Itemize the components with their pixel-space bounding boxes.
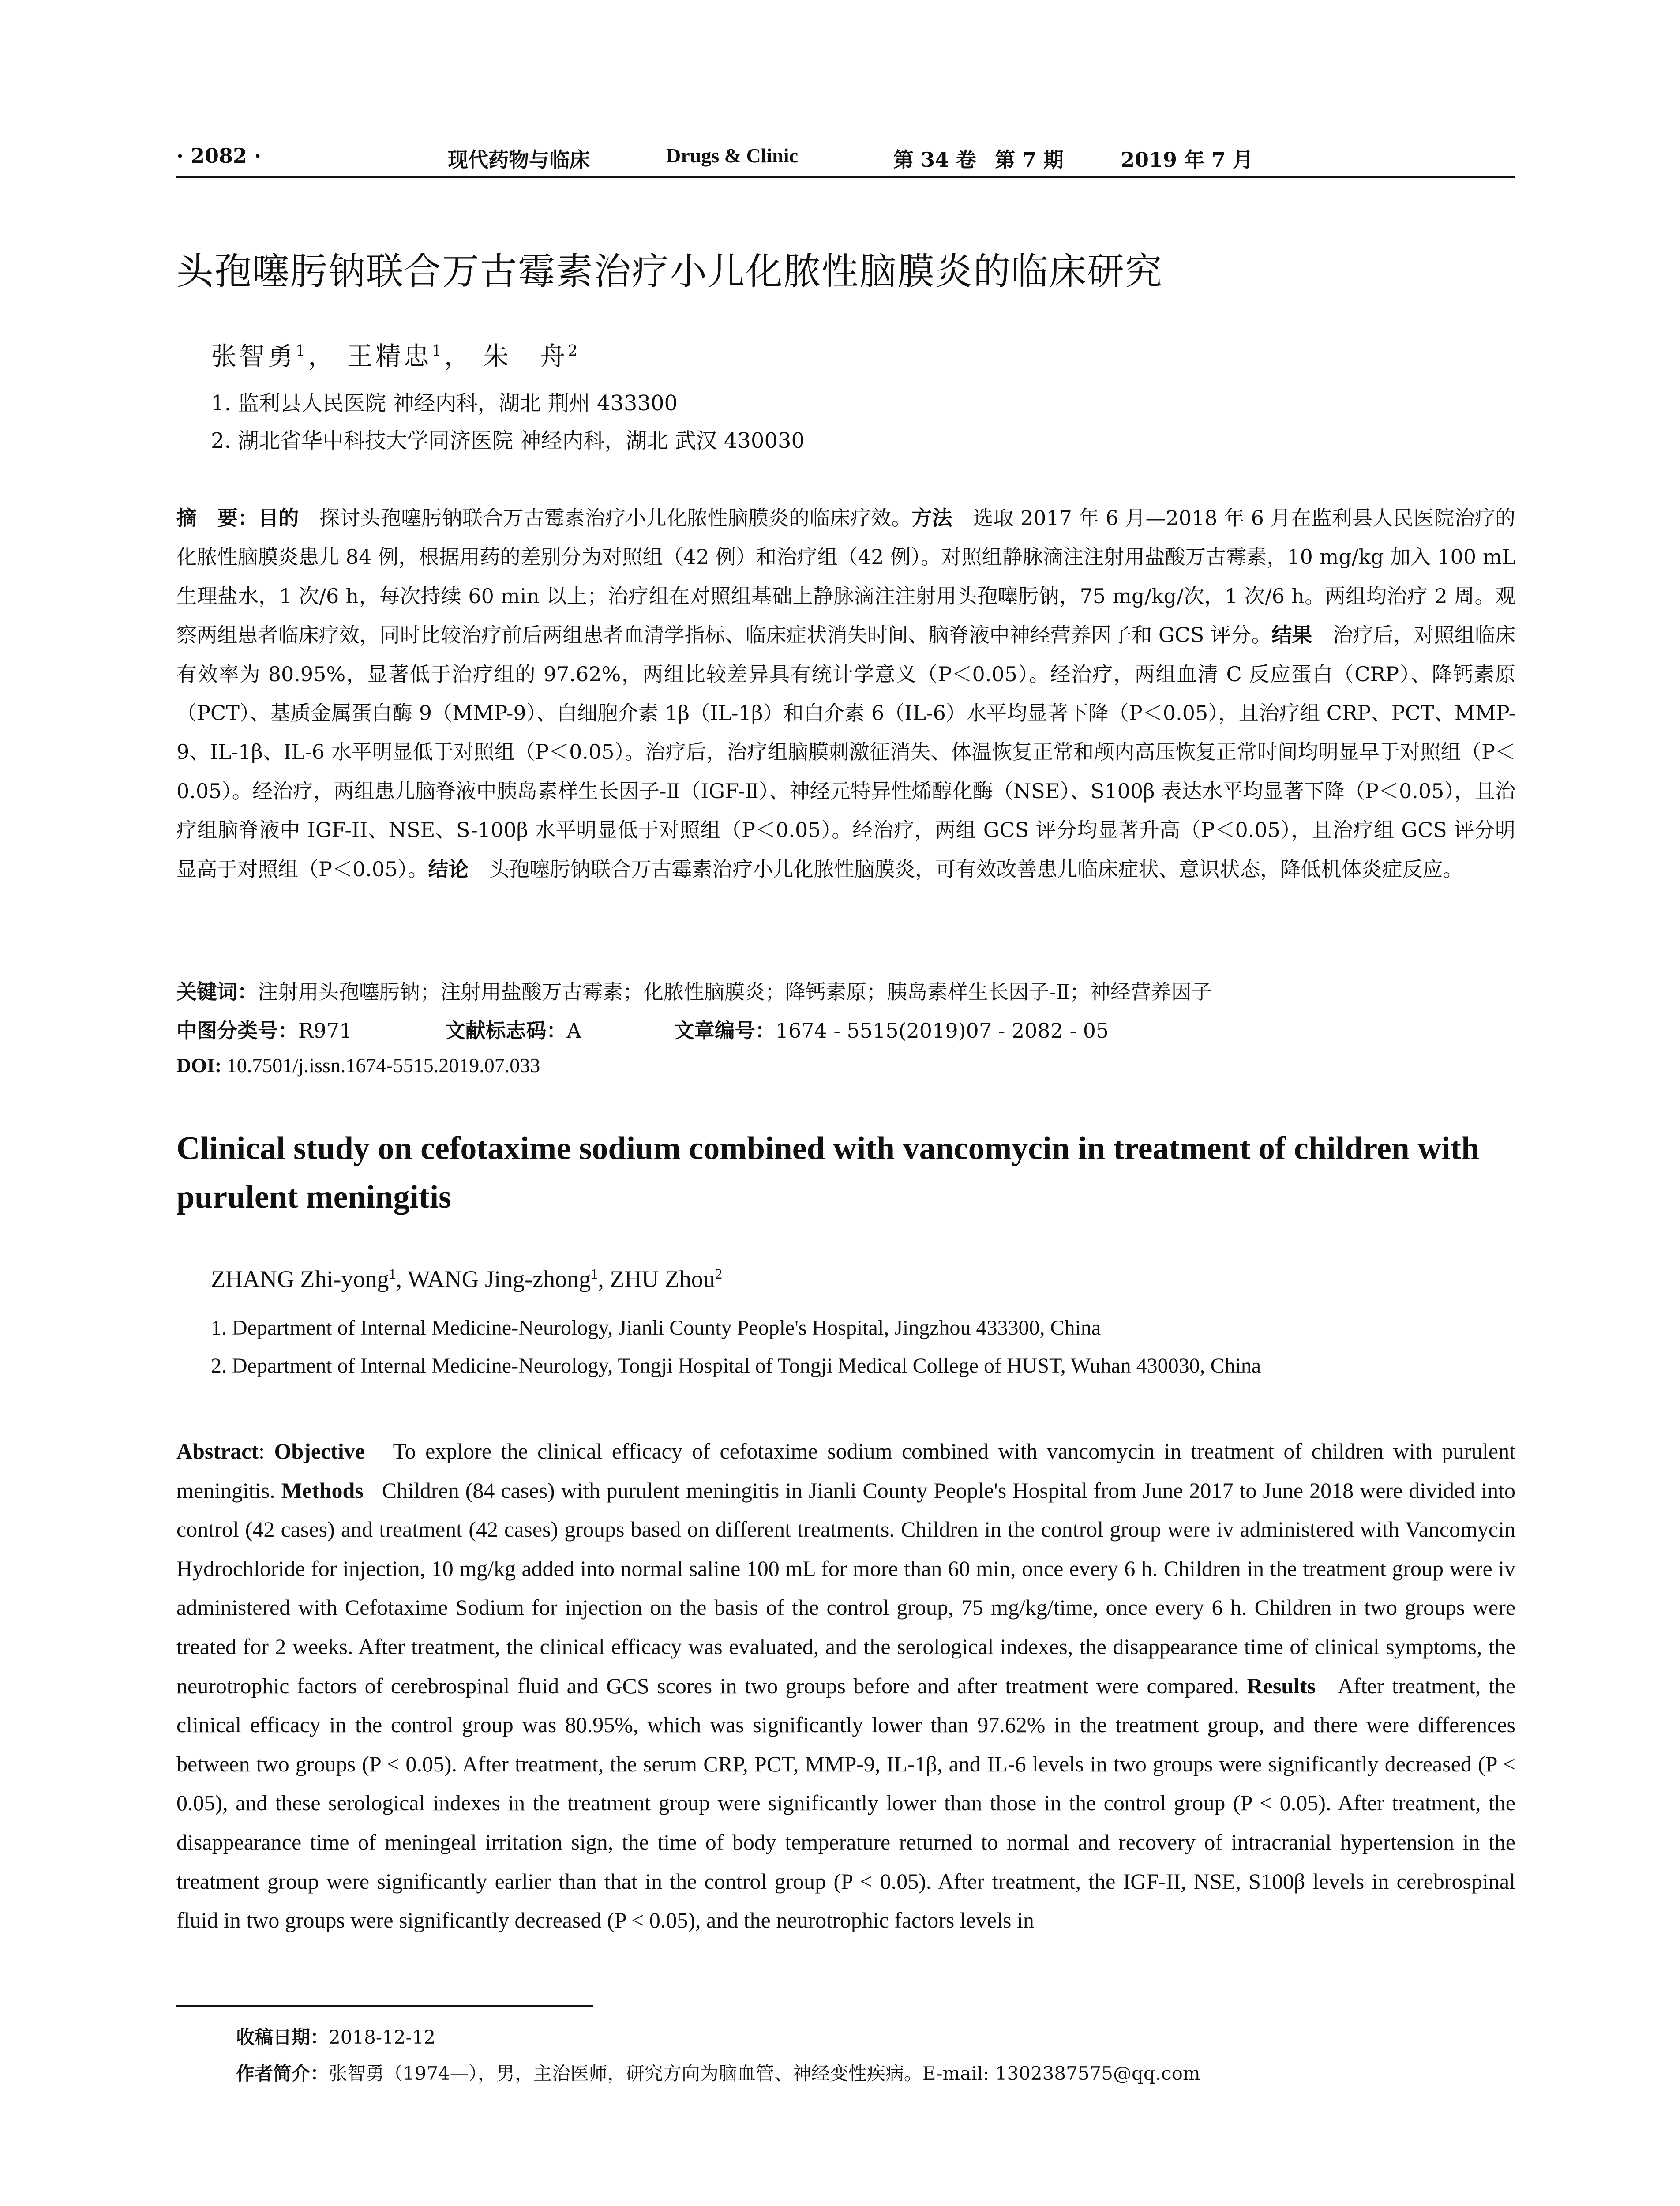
objective-label: Objective	[274, 1439, 365, 1463]
author-affil-mark: 1	[591, 1266, 598, 1282]
abstract-cn	[176, 499, 1515, 889]
journal-name-cn: 现代药物与临床	[448, 148, 590, 172]
abstract-en: Abstract: Objective To explore the clinical efficacy of cefotaxime sodium combined with vancomycin in treatment of children with purulent meningitis. Methods Children (84 cases) with purulent meningitis in Jianli County People's Hospital from June 2017 to June 2018 were divided into control (42 cases) and treatment (42 cases) groups based on different treatments. Children in the control group were iv administered with Vancomycin Hydrochloride for injection, 10 mg/kg added into normal saline 100 mL for more than 60 min, once every 6 h. Children in the treatment group were iv administered with Cefotaxime Sodium for injection on the basis of the control group, 75 mg/kg/time, once every 6 h. Children in two groups were treated for 2 weeks. After treatment, the clinical efficacy was evaluated, and the serological indexes, the disappearance time of clinical symptoms, the neurotrophic factors of cerebrospinal fluid and GCS scores in two groups before and after treatment were compared. Results After treatment, the clinical efficacy in the control group was 80.95%, which was significantly lower than 97.62% in the treatment group, and there were differences between two groups (P < 0.05). After treatment, the serum CRP, PCT, MMP-9, IL-1β, and IL-6 levels in two groups were significantly decreased (P < 0.05), and these serological indexes in the treatment group were significantly lower than those in the control group (P < 0.05). After treatment, the disappearance time of meningeal irritation sign, the time of body temperature returned to normal and recovery of intracranial hypertension in the treatment group were significantly earlier than that in the control group (P < 0.05). After treatment, the IGF-II, NSE, S100β levels in cerebrospinal fluid in two groups were significantly decreased (P < 0.05), and the neurotrophic factors levels in	[176, 1439, 1516, 1933]
methods-text: Children (84 cases) with purulent meningitis in Jianli County People's Hospital from June 2017 to June 2018 were divided into control (42 cases) and treatment (42 cases) groups based on different treatments. Children in the control group were iv administered with Vancomycin Hydrochloride for injection, 10 mg/kg added into normal saline 100 mL for more than 60 min, once every 6 h. Children in the treatment group were iv administered with Cefotaxime Sodium for injection on the basis of the control group, 75 mg/kg/time, once every 6 h. Children in two groups were treated for 2 weeks. After treatment, the clinical efficacy was evaluated, and the serological indexes, the disappearance time of clinical symptoms, the neurotrophic factors of cerebrospinal fluid and GCS scores in two groups before and after treatment were compared.	[176, 1478, 1516, 1698]
footnote-rule	[176, 2005, 593, 2007]
affiliation-en: 2. Department of Internal Medicine-Neurology, Tongji Hospital of Tongji Medical College of HUST, Wuhan 430030, China	[211, 1354, 1261, 1377]
author-affil-mark: 2	[568, 342, 581, 360]
methods-label: 方法	[911, 506, 953, 530]
clc-label: 中图分类号：	[176, 1019, 298, 1043]
methods-text: 选取 2017 年 6 月—2018 年 6 月在监利县人民医院治疗的化脓性脑膜炎患儿 84 例，根据用药的差别分为对照组（42 例）和治疗组（42 例）。对照组静脉滴注注射用盐酸万古霉素，10 mg/kg 加入 100 mL 生理盐水，1 次/6 h，每次持续 60 min 以上；治疗组在对照组基础上静脉滴注注射用头孢噻肟钠，75 mg/kg/次，1 次/6 h。两组均治疗 2 周。观察两组患者临床疗效，同时比较治疗前后两组患者血清学指标、临床症状消失时间、脑脊液中神经营养因子和 GCS 评分。	[176, 506, 1516, 647]
author-name: ZHU Zhou	[610, 1266, 715, 1292]
doc-code-value: A	[566, 1019, 581, 1043]
abstract-label: Abstract	[176, 1439, 259, 1463]
page-number: · 2082 ·	[176, 144, 262, 168]
results-label: 结果	[1271, 623, 1312, 647]
author-name: 朱 舟	[483, 341, 568, 371]
journal-name-en: Drugs & Clinic	[666, 144, 798, 167]
classification-line	[176, 1015, 1109, 1044]
running-header	[176, 140, 1515, 178]
article-title-cn: 头孢噻肟钠联合万古霉素治疗小儿化脓性脑膜炎的临床研究	[176, 250, 1163, 293]
article-no-value: 1674 - 5515(2019)07 - 2082 - 05	[775, 1019, 1109, 1043]
issue-date: 2019 年 7 月	[1121, 148, 1253, 172]
objective-label: 目的	[258, 506, 299, 530]
author-affil-mark: 1	[431, 342, 444, 360]
article-no-label: 文章编号：	[674, 1019, 776, 1043]
received-date: 2018-12-12	[329, 2026, 436, 2048]
author-name: ZHANG Zhi-yong	[211, 1266, 389, 1292]
methods-label: Methods	[281, 1478, 364, 1503]
results-label: Results	[1247, 1673, 1316, 1698]
author-bio-label: 作者简介：	[236, 2063, 329, 2084]
author-name: 王精忠	[347, 341, 432, 371]
author-list-en: ZHANG Zhi-yong$^1$, WANG Jing-zhong$^1$, ZHU Zhou$^2$	[211, 1266, 723, 1292]
doi-label: DOI:	[176, 1054, 222, 1077]
issue: 第 7 期	[995, 148, 1064, 172]
objective-text: 探讨头孢噻肟钠联合万古霉素治疗小儿化脓性脑膜炎的临床疗效。	[319, 506, 912, 530]
results-text: 治疗后，对照组临床有效率为 80.95%，显著低于治疗组的 97.62%，两组比较差异具有统计学意义（P＜0.05）。经治疗，两组血清 C 反应蛋白（CRP）、降钙素原（PCT）、基质金属蛋白酶 9（MMP-9）、白细胞介素 1β（IL-1β）和白介素 6（IL-6）水平均显著下降（P＜0.05），且治疗组 CRP、PCT、MMP-9、IL-1β、IL-6 水平明显低于对照组（P＜0.05）。治疗后，治疗组脑膜刺激征消失、体温恢复正常和颅内高压恢复正常时间均明显早于对照组（P＜0.05）。经治疗，两组患儿脑脊液中胰岛素样生长因子-Ⅱ（IGF-Ⅱ）、神经元特异性烯醇化酶（NSE）、S100β 表达水平均显著下降（P＜0.05），且治疗组脑脊液中 IGF-II、NSE、S-100β 水平明显低于对照组（P＜0.05）。经治疗，两组 GCS 评分均显著升高（P＜0.05），且治疗组 GCS 评分明显高于对照组（P＜0.05）。	[176, 623, 1516, 881]
author-name: WANG Jing-zhong	[407, 1266, 591, 1292]
keywords-cn	[176, 976, 1212, 1005]
doi-value: 10.7501/j.issn.1674-5515.2019.07.033	[226, 1054, 540, 1077]
footnote-author	[236, 2059, 1200, 2086]
affiliation-cn: 1. 监利县人民医院 神经内科，湖北 荆州 433300	[211, 391, 678, 416]
doi-line	[176, 1054, 540, 1077]
author-bio: 张智勇（1974—），男，主治医师，研究方向为脑血管、神经变性疾病。E-mail: 1302387575@qq.com	[329, 2063, 1200, 2084]
author-list-cn: 张智勇$^1$， 王精忠$^1$， 朱 舟$^2$	[211, 341, 581, 371]
conclusion-label: 结论	[428, 857, 469, 881]
received-label: 收稿日期：	[236, 2026, 329, 2048]
author-affil-mark: 2	[715, 1266, 723, 1282]
author-name: 张智勇	[211, 341, 296, 371]
abstract-label: 摘 要：	[176, 506, 259, 530]
affiliation-cn: 2. 湖北省华中科技大学同济医院 神经内科，湖北 武汉 430030	[211, 428, 805, 453]
keywords-text: 注射用头孢噻肟钠；注射用盐酸万古霉素；化脓性脑膜炎；降钙素原；胰岛素样生长因子-Ⅱ；神经营养因子	[258, 980, 1212, 1004]
objective-text: To explore the clinical efficacy of cefotaxime sodium combined with vancomycin in treatment of children with purulent meningitis.	[176, 1439, 1515, 1503]
keywords-label: 关键词：	[176, 980, 258, 1004]
footnote-received	[236, 2023, 435, 2049]
affiliation-en: 1. Department of Internal Medicine-Neurology, Jianli County People's Hospital, Jingzhou 433300, China	[211, 1316, 1101, 1339]
conclusion-text: 头孢噻肟钠联合万古霉素治疗小儿化脓性脑膜炎，可有效改善患儿临床症状、意识状态，降低机体炎症反应。	[489, 857, 1463, 881]
author-affil-mark: 1	[389, 1266, 396, 1282]
results-text: After treatment, the clinical efficacy in the control group was 80.95%, which was significantly lower than 97.62% in the treatment group, and there were differences between two groups (P < 0.05). After treatment, the serum CRP, PCT, MMP-9, IL-1β, and IL-6 levels in two groups were significantly decreased (P < 0.05), and these serological indexes in the treatment group were significantly lower than those in the control group (P < 0.05). After treatment, the disappearance time of meningeal irritation sign, the time of body temperature returned to normal and recovery of intracranial hypertension in the treatment group were significantly earlier than that in the control group (P < 0.05). After treatment, the IGF-II, NSE, S100β levels in cerebrospinal fluid in two groups were significantly decreased (P < 0.05), and the neurotrophic factors levels in	[176, 1673, 1515, 1933]
author-affil-mark: 1	[296, 342, 308, 360]
volume: 第 34 卷	[893, 148, 977, 172]
doc-code-label: 文献标志码：	[445, 1019, 567, 1043]
article-title-en: Clinical study on cefotaxime sodium combined with vancomycin in treatment of children with purulent meningitis	[176, 1130, 1480, 1215]
clc-value: R971	[298, 1019, 352, 1043]
